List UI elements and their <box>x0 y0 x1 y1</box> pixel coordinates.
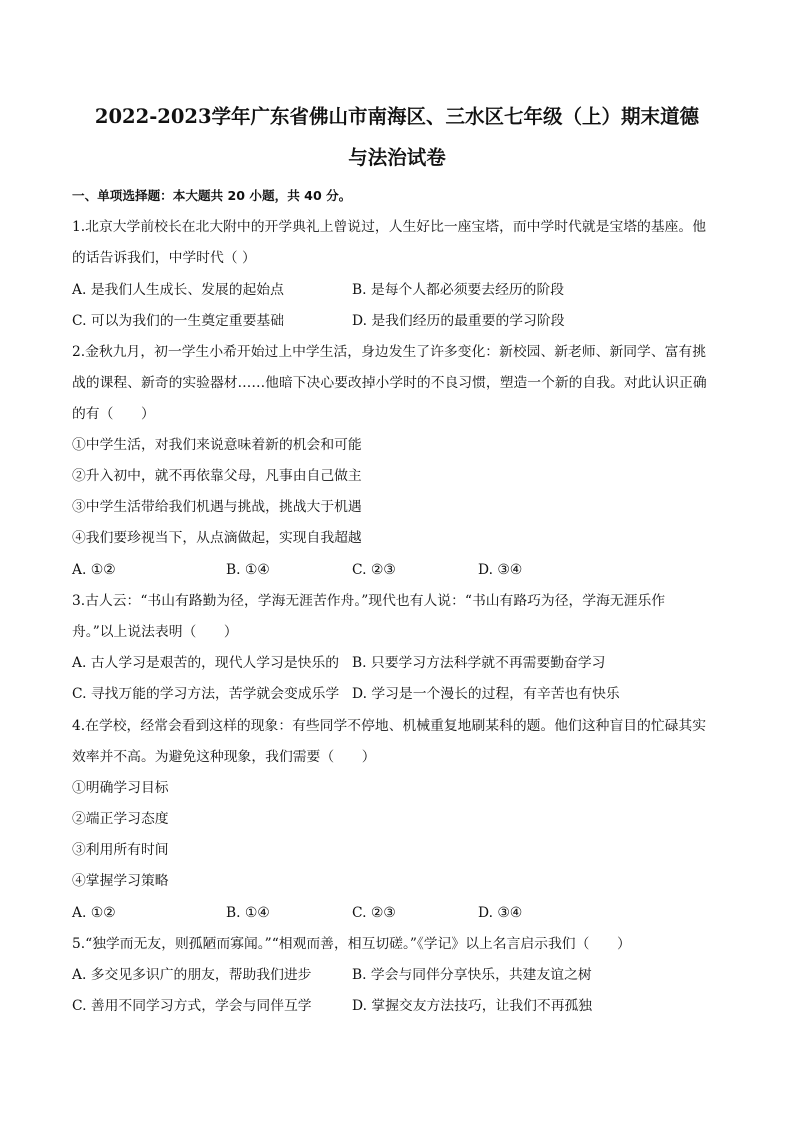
question-5-option-d: D. 掌握交友方法技巧，让我们不再孤独 <box>352 998 593 1014</box>
question-1-text-cont: 的话告诉我们，中学时代（ ） <box>72 250 256 266</box>
question-2-statement-3: ③中学生活带给我们机遇与挑战，挑战大于机遇 <box>72 499 362 515</box>
question-3-option-b: B. 只要学习方法科学就不再需要勤奋学习 <box>352 655 606 671</box>
question-4-text: 4.在学校，经常会看到这样的现象：有些同学不停地、机械重复地刷某科的题。他们这种盲目的忙碌其实 <box>72 718 707 734</box>
question-4-option-b: B. ①④ <box>226 905 270 921</box>
question-1-option-d: D. 是我们经历的最重要的学习阶段 <box>352 313 565 329</box>
question-2-text-cont: 战的课程、新奇的实验器材……他暗下决心要改掉小学时的不良习惯，塑造一个新的自我。对此认识正确 <box>72 375 707 391</box>
question-5-option-b: B. 学会与同伴分享快乐，共建友谊之树 <box>352 967 592 983</box>
question-3-text-cont: 舟。”以上说法表明（ ） <box>72 624 238 640</box>
question-5-option-c: C. 善用不同学习方式，学会与同伴互学 <box>72 998 312 1014</box>
question-2-option-a: A. ①② <box>72 562 116 578</box>
question-2-statement-2: ②升入初中，就不再依靠父母，凡事由自己做主 <box>72 468 362 484</box>
question-3-option-d: D. 学习是一个漫长的过程，有辛苦也有快乐 <box>352 686 620 702</box>
question-4-option-a: A. ①② <box>72 905 116 921</box>
question-4-option-c: C. ②③ <box>352 905 396 921</box>
question-4-statement-1: ①明确学习目标 <box>72 780 169 796</box>
question-1-option-c: C. 可以为我们的一生奠定重要基础 <box>72 313 284 329</box>
question-4-text-cont: 效率并不高。为避免这种现象，我们需要（ ） <box>72 749 376 765</box>
question-4-option-d: D. ③④ <box>478 905 523 921</box>
question-2-statement-4: ④我们要珍视当下，从点滴做起，实现自我超越 <box>72 530 362 546</box>
question-2-option-b: B. ①④ <box>226 562 270 578</box>
question-1-option-a: A. 是我们人生成长、发展的起始点 <box>72 282 284 298</box>
question-2-text-cont-2: 的有（ ） <box>72 406 155 422</box>
section-heading: 一、单项选择题：本大题共 20 小题，共 40 分。 <box>72 188 352 203</box>
question-1-option-b: B. 是每个人都必须要去经历的阶段 <box>352 282 565 298</box>
question-4-statement-4: ④掌握学习策略 <box>72 873 169 889</box>
question-3-option-c: C. 寻找万能的学习方法，苦学就会变成乐学 <box>72 686 340 702</box>
question-3-option-a: A. 古人学习是艰苦的，现代人学习是快乐的 <box>72 655 340 671</box>
exam-title-line-1: 2022-2023学年广东省佛山市南海区、三水区七年级（上）期末道德 <box>94 105 700 128</box>
question-3-text: 3.古人云：“书山有路勤为径，学海无涯苦作舟。”现代也有人说：“书山有路巧为径，学海无涯乐作 <box>72 593 666 609</box>
question-4-statement-2: ②端正学习态度 <box>72 811 169 827</box>
question-2-statement-1: ①中学生活，对我们来说意味着新的机会和可能 <box>72 437 362 453</box>
question-2-option-d: D. ③④ <box>478 562 523 578</box>
question-5-option-a: A. 多交见多识广的朋友，帮助我们进步 <box>72 967 312 983</box>
question-4-statement-3: ③利用所有时间 <box>72 842 169 858</box>
question-2-text: 2.金秋九月，初一学生小希开始过上中学生活，身边发生了许多变化：新校园、新老师、新同学、富有挑 <box>72 344 707 360</box>
question-2-option-c: C. ②③ <box>352 562 396 578</box>
question-5-text: 5.“独学而无友，则孤陋而寡闻。”“相观而善，相互切磋。”《学记》以上名言启示我们（ ） <box>72 936 631 952</box>
exam-title-line-2: 与法治试卷 <box>348 146 446 169</box>
question-1-text: 1.北京大学前校长在北大附中的开学典礼上曾说过，人生好比一座宝塔，而中学时代就是宝塔的基座。他 <box>72 219 707 235</box>
